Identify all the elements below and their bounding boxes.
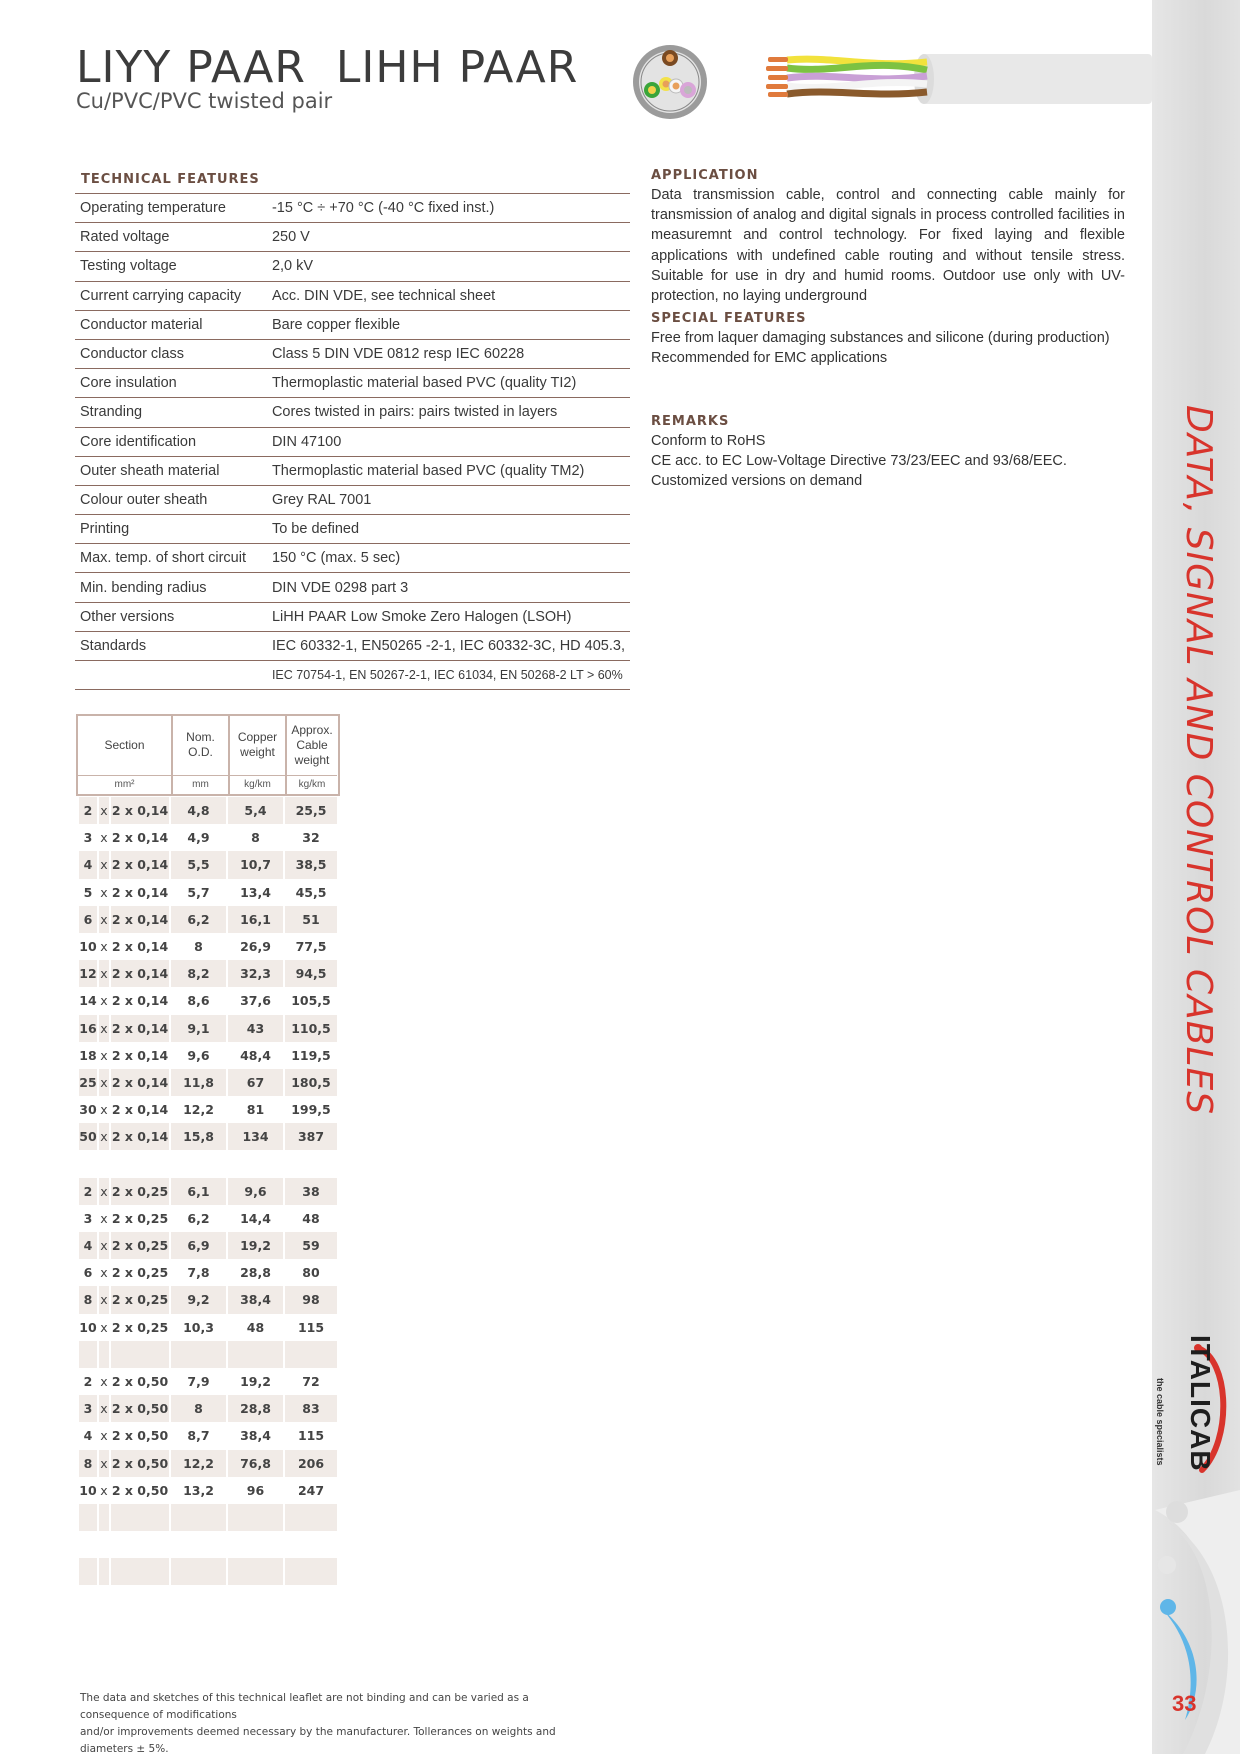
cell-times-sign: x xyxy=(99,1450,109,1477)
cell-pair-section: 2 x 0,14 xyxy=(111,1069,169,1096)
cell-times-sign: x xyxy=(99,1123,109,1150)
table-row xyxy=(79,1096,337,1123)
table-row xyxy=(79,1477,337,1504)
cell-pair-section: 2 x 0,50 xyxy=(111,1395,169,1422)
feature-label: Outer sheath material xyxy=(75,456,267,485)
cell-pairs-count: 4 xyxy=(79,1232,97,1259)
cell-cable-weight: 72 xyxy=(285,1368,337,1395)
cable-cross-section-icon xyxy=(630,42,710,122)
header-nom-od-label: Nom. O.D. xyxy=(186,730,215,759)
cell-pair-section: 2 x 0,25 xyxy=(111,1286,169,1313)
table-row xyxy=(79,1042,337,1069)
cell-times-sign: x xyxy=(99,1314,109,1341)
cell-copper-weight: 32,3 xyxy=(228,960,283,987)
table-row xyxy=(79,960,337,987)
logo-tagline: the cable specialists xyxy=(1155,1378,1165,1466)
cell-nom-od: 7,9 xyxy=(171,1368,226,1395)
cell-copper-weight: 48,4 xyxy=(228,1042,283,1069)
cell-cable-weight: 45,5 xyxy=(285,879,337,906)
cell-pair-section: 2 x 0,14 xyxy=(111,987,169,1014)
feature-row xyxy=(75,339,630,368)
cell-nom-od: 4,9 xyxy=(171,824,226,851)
cell-cable-weight: 387 xyxy=(285,1123,337,1150)
remarks-section xyxy=(651,414,1125,492)
header-cable-label: Approx. Cable weight xyxy=(291,723,333,767)
cell-pairs-count xyxy=(79,1558,97,1585)
application-text: Data transmission cable, control and connecting cable mainly for transmission of analog and digital signals in process controlled facilities in measuremnt and control technology. For fixed laying and flexible applications with undefined cable routing and without tensile stress. Suitable for use in dry and humid rooms. Outdoor use only with UV-protection, no laying underground xyxy=(651,187,1125,305)
cell-nom-od: 10,3 xyxy=(171,1314,226,1341)
feature-value: Thermoplastic material based PVC (quality TI2) xyxy=(267,369,630,398)
table-row xyxy=(79,1558,337,1585)
cell-pairs-count xyxy=(79,1341,97,1368)
cell-cable-weight: 59 xyxy=(285,1232,337,1259)
product-subtitle: Cu/PVC/PVC twisted pair xyxy=(76,89,333,113)
cell-pair-section: 2 x 0,50 xyxy=(111,1422,169,1449)
cell-nom-od: 5,5 xyxy=(171,851,226,878)
cell-cable-weight xyxy=(285,1558,337,1585)
feature-row xyxy=(75,573,630,602)
cell-times-sign: x xyxy=(99,1178,109,1205)
cell-nom-od: 6,2 xyxy=(171,906,226,933)
cell-cable-weight xyxy=(285,1341,337,1368)
table-row xyxy=(79,1422,337,1449)
cell-times-sign xyxy=(99,1531,109,1558)
cell-nom-od: 8 xyxy=(171,933,226,960)
cell-cable-weight xyxy=(285,1531,337,1558)
logo-wordmark: ITALICAB xyxy=(1185,1335,1216,1472)
cell-cable-weight: 94,5 xyxy=(285,960,337,987)
feature-label: Standards xyxy=(75,631,267,660)
header-copper-label: Copper weight xyxy=(237,730,278,759)
technical-features-table xyxy=(75,193,630,690)
cell-nom-od: 9,6 xyxy=(171,1042,226,1069)
table-row xyxy=(79,1368,337,1395)
technical-features-heading: TECHNICAL FEATURES xyxy=(81,172,260,187)
remarks-heading: REMARKS xyxy=(651,414,730,429)
feature-value: -15 °C ÷ +70 °C (-40 °C fixed inst.) xyxy=(267,194,630,223)
cell-pairs-count: 8 xyxy=(79,1450,97,1477)
cell-nom-od: 7,8 xyxy=(171,1259,226,1286)
table-row xyxy=(79,824,337,851)
feature-value: Cores twisted in pairs: pairs twisted in layers xyxy=(267,398,630,427)
feature-value: Bare copper flexible xyxy=(267,310,630,339)
cell-copper-weight: 28,8 xyxy=(228,1259,283,1286)
feature-label: Conductor material xyxy=(75,310,267,339)
feature-value: 150 °C (max. 5 sec) xyxy=(267,544,630,573)
remark-line: CE acc. to EC Low-Voltage Directive 73/23/EEC and 93/68/EEC. xyxy=(651,453,1067,470)
feature-value: DIN 47100 xyxy=(267,427,630,456)
cell-times-sign xyxy=(99,1558,109,1585)
table-row xyxy=(79,879,337,906)
table-row xyxy=(79,987,337,1014)
header-cable-weight xyxy=(287,716,337,794)
feature-label: Operating temperature xyxy=(75,194,267,223)
cell-pairs-count: 25 xyxy=(79,1069,97,1096)
header-nom-od-unit: mm xyxy=(192,779,209,790)
cell-nom-od: 12,2 xyxy=(171,1450,226,1477)
table-row xyxy=(79,1232,337,1259)
table-row xyxy=(79,1123,337,1150)
cell-cable-weight: 119,5 xyxy=(285,1042,337,1069)
cell-times-sign xyxy=(99,1341,109,1368)
cell-times-sign: x xyxy=(99,879,109,906)
cell-times-sign: x xyxy=(99,987,109,1014)
cell-copper-weight: 28,8 xyxy=(228,1395,283,1422)
special-feature-line: Free from laquer damaging substances and silicone (during production) xyxy=(651,330,1110,346)
feature-value: DIN VDE 0298 part 3 xyxy=(267,573,630,602)
feature-label xyxy=(75,661,267,690)
remark-line: Conform to RoHS xyxy=(651,433,766,449)
cell-pair-section: 2 x 0,14 xyxy=(111,879,169,906)
table-row xyxy=(79,1286,337,1313)
cell-copper-weight: 43 xyxy=(228,1015,283,1042)
page-number: 33 xyxy=(1172,1691,1197,1716)
cell-nom-od xyxy=(171,1531,226,1558)
table-row xyxy=(79,1015,337,1042)
cell-times-sign: x xyxy=(99,1286,109,1313)
cell-times-sign: x xyxy=(99,960,109,987)
feature-label: Conductor class xyxy=(75,339,267,368)
cell-pairs-count: 50 xyxy=(79,1123,97,1150)
cell-nom-od xyxy=(171,1504,226,1531)
remark-line: Customized versions on demand xyxy=(651,473,863,490)
feature-value: Class 5 DIN VDE 0812 resp IEC 60228 xyxy=(267,339,630,368)
cell-pairs-count: 5 xyxy=(79,879,97,906)
feature-label: Stranding xyxy=(75,398,267,427)
header-copper-weight xyxy=(230,716,287,794)
cell-pairs-count: 4 xyxy=(79,1422,97,1449)
cell-cable-weight xyxy=(285,1150,337,1177)
cell-copper-weight xyxy=(228,1341,283,1368)
cell-copper-weight: 67 xyxy=(228,1069,283,1096)
cell-nom-od: 5,7 xyxy=(171,879,226,906)
cell-nom-od: 15,8 xyxy=(171,1123,226,1150)
cell-cable-weight: 247 xyxy=(285,1477,337,1504)
header-section xyxy=(78,716,173,794)
cell-nom-od: 6,1 xyxy=(171,1178,226,1205)
cell-times-sign: x xyxy=(99,1096,109,1123)
feature-label: Core insulation xyxy=(75,369,267,398)
feature-value: Grey RAL 7001 xyxy=(267,485,630,514)
feature-label: Core identification xyxy=(75,427,267,456)
cell-times-sign: x xyxy=(99,1477,109,1504)
table-row xyxy=(79,1341,337,1368)
cell-cable-weight: 32 xyxy=(285,824,337,851)
cell-cable-weight: 48 xyxy=(285,1205,337,1232)
feature-row xyxy=(75,310,630,339)
cell-pair-section: 2 x 0,14 xyxy=(111,933,169,960)
feature-label: Other versions xyxy=(75,602,267,631)
feature-row xyxy=(75,602,630,631)
cell-copper-weight: 38,4 xyxy=(228,1286,283,1313)
feature-label: Rated voltage xyxy=(75,223,267,252)
cell-pair-section: 2 x 0,14 xyxy=(111,824,169,851)
cell-times-sign: x xyxy=(99,1232,109,1259)
feature-row xyxy=(75,369,630,398)
table-row xyxy=(79,1314,337,1341)
cell-pairs-count: 3 xyxy=(79,1205,97,1232)
cell-pairs-count: 3 xyxy=(79,1395,97,1422)
cell-pair-section xyxy=(111,1150,169,1177)
feature-row xyxy=(75,252,630,281)
table-row xyxy=(79,933,337,960)
header-section-unit: mm² xyxy=(114,779,135,790)
application-heading: APPLICATION xyxy=(651,168,759,183)
cell-pairs-count xyxy=(79,1531,97,1558)
table-row xyxy=(79,1205,337,1232)
cell-times-sign: x xyxy=(99,1069,109,1096)
twisted-pair-cable-illustration xyxy=(762,48,1152,110)
cell-cable-weight: 105,5 xyxy=(285,987,337,1014)
header-copper-unit: kg/km xyxy=(244,779,271,790)
cell-times-sign: x xyxy=(99,1259,109,1286)
cell-nom-od: 6,9 xyxy=(171,1232,226,1259)
cell-pair-section: 2 x 0,25 xyxy=(111,1205,169,1232)
sections-table-header xyxy=(76,714,340,796)
feature-row xyxy=(75,661,630,690)
application-section xyxy=(651,168,1125,306)
cell-copper-weight: 19,2 xyxy=(228,1232,283,1259)
feature-value: Thermoplastic material based PVC (quality TM2) xyxy=(267,456,630,485)
cell-times-sign: x xyxy=(99,1205,109,1232)
cell-pairs-count: 2 xyxy=(79,797,97,824)
cell-nom-od: 9,1 xyxy=(171,1015,226,1042)
feature-row xyxy=(75,515,630,544)
table-row xyxy=(79,1259,337,1286)
cell-cable-weight: 80 xyxy=(285,1259,337,1286)
table-row xyxy=(79,1150,337,1177)
special-features-heading: SPECIAL FEATURES xyxy=(651,311,807,326)
cell-pairs-count: 10 xyxy=(79,1314,97,1341)
cell-cable-weight: 180,5 xyxy=(285,1069,337,1096)
header-nom-od xyxy=(173,716,230,794)
cell-times-sign xyxy=(99,1504,109,1531)
cell-copper-weight xyxy=(228,1558,283,1585)
cell-nom-od: 8 xyxy=(171,1395,226,1422)
cell-pair-section: 2 x 0,25 xyxy=(111,1259,169,1286)
cell-pair-section: 2 x 0,50 xyxy=(111,1368,169,1395)
cell-copper-weight: 48 xyxy=(228,1314,283,1341)
cell-cable-weight: 25,5 xyxy=(285,797,337,824)
cell-times-sign: x xyxy=(99,1422,109,1449)
cell-pair-section xyxy=(111,1504,169,1531)
cell-copper-weight xyxy=(228,1531,283,1558)
cell-cable-weight: 206 xyxy=(285,1450,337,1477)
cell-pair-section xyxy=(111,1531,169,1558)
cell-nom-od: 12,2 xyxy=(171,1096,226,1123)
cell-pairs-count: 3 xyxy=(79,824,97,851)
cell-copper-weight: 16,1 xyxy=(228,906,283,933)
cell-nom-od: 8,6 xyxy=(171,987,226,1014)
cell-pair-section: 2 x 0,14 xyxy=(111,1042,169,1069)
feature-label: Printing xyxy=(75,515,267,544)
cell-cable-weight: 199,5 xyxy=(285,1096,337,1123)
cell-copper-weight: 37,6 xyxy=(228,987,283,1014)
cell-pair-section xyxy=(111,1558,169,1585)
table-row xyxy=(79,1395,337,1422)
cell-cable-weight: 115 xyxy=(285,1422,337,1449)
feature-label: Max. temp. of short circuit xyxy=(75,544,267,573)
cell-copper-weight: 14,4 xyxy=(228,1205,283,1232)
cell-times-sign: x xyxy=(99,851,109,878)
feature-label: Current carrying capacity xyxy=(75,281,267,310)
cell-pair-section: 2 x 0,14 xyxy=(111,1096,169,1123)
cell-nom-od: 6,2 xyxy=(171,1205,226,1232)
special-feature-line: Recommended for EMC applications xyxy=(651,350,888,367)
cell-pairs-count xyxy=(79,1150,97,1177)
cell-copper-weight: 5,4 xyxy=(228,797,283,824)
cell-nom-od: 4,8 xyxy=(171,797,226,824)
cell-copper-weight: 76,8 xyxy=(228,1450,283,1477)
feature-value: 2,0 kV xyxy=(267,252,630,281)
cell-times-sign: x xyxy=(99,1015,109,1042)
cell-pair-section: 2 x 0,14 xyxy=(111,960,169,987)
cell-copper-weight xyxy=(228,1150,283,1177)
cell-times-sign: x xyxy=(99,797,109,824)
cell-cable-weight: 83 xyxy=(285,1395,337,1422)
feature-row xyxy=(75,281,630,310)
cell-pair-section: 2 x 0,14 xyxy=(111,906,169,933)
cell-times-sign: x xyxy=(99,1042,109,1069)
cell-cable-weight: 51 xyxy=(285,906,337,933)
special-features-section xyxy=(651,311,1125,368)
cell-pair-section: 2 x 0,50 xyxy=(111,1477,169,1504)
feature-row xyxy=(75,544,630,573)
disclaimer-footnote xyxy=(80,1690,600,1758)
sections-table xyxy=(77,797,339,1585)
cell-cable-weight xyxy=(285,1504,337,1531)
cell-pair-section: 2 x 0,14 xyxy=(111,1015,169,1042)
feature-row xyxy=(75,398,630,427)
header-cable-unit: kg/km xyxy=(298,779,326,790)
cell-times-sign: x xyxy=(99,933,109,960)
table-row xyxy=(79,797,337,824)
cell-pair-section: 2 x 0,14 xyxy=(111,797,169,824)
cell-cable-weight: 38 xyxy=(285,1178,337,1205)
cell-pair-section: 2 x 0,25 xyxy=(111,1232,169,1259)
feature-row xyxy=(75,485,630,514)
cell-times-sign: x xyxy=(99,1395,109,1422)
cell-copper-weight: 26,9 xyxy=(228,933,283,960)
table-row xyxy=(79,906,337,933)
cell-cable-weight: 98 xyxy=(285,1286,337,1313)
cell-pair-section: 2 x 0,14 xyxy=(111,1123,169,1150)
feature-value: Acc. DIN VDE, see technical sheet xyxy=(267,281,630,310)
cell-pairs-count: 10 xyxy=(79,1477,97,1504)
feature-row xyxy=(75,223,630,252)
cell-pairs-count: 6 xyxy=(79,1259,97,1286)
cell-times-sign xyxy=(99,1150,109,1177)
cell-pairs-count: 4 xyxy=(79,851,97,878)
cell-nom-od: 8,2 xyxy=(171,960,226,987)
cell-pairs-count: 2 xyxy=(79,1368,97,1395)
feature-row xyxy=(75,427,630,456)
header-section-label: Section xyxy=(104,738,145,752)
cell-nom-od: 13,2 xyxy=(171,1477,226,1504)
cell-pairs-count: 10 xyxy=(79,933,97,960)
footnote-line: and/or improvements deemed necessary by the manufacturer. Tollerances on weights and diameters ± 5%. xyxy=(80,1726,556,1755)
feature-value: IEC 60332-1, EN50265 -2-1, IEC 60332-3C, HD 405.3, xyxy=(267,631,630,660)
cell-copper-weight: 96 xyxy=(228,1477,283,1504)
cell-times-sign: x xyxy=(99,906,109,933)
cell-pairs-count: 6 xyxy=(79,906,97,933)
cell-pair-section: 2 x 0,14 xyxy=(111,851,169,878)
cell-copper-weight xyxy=(228,1504,283,1531)
cell-nom-od: 8,7 xyxy=(171,1422,226,1449)
feature-label: Testing voltage xyxy=(75,252,267,281)
table-row xyxy=(79,1069,337,1096)
feature-value: IEC 70754-1, EN 50267-2-1, IEC 61034, EN 50268-2 LT > 60% xyxy=(267,661,630,690)
cell-pair-section: 2 x 0,25 xyxy=(111,1314,169,1341)
feature-value: 250 V xyxy=(267,223,630,252)
cell-copper-weight: 9,6 xyxy=(228,1178,283,1205)
footnote-line: The data and sketches of this technical leaflet are not binding and can be varied as a consequence of modifications xyxy=(80,1692,529,1721)
product-title: LIYY PAAR LIHH PAAR xyxy=(76,42,579,93)
feature-value: LiHH PAAR Low Smoke Zero Halogen (LSOH) xyxy=(267,602,630,631)
feature-row xyxy=(75,631,630,660)
cell-pairs-count: 18 xyxy=(79,1042,97,1069)
cell-pair-section xyxy=(111,1341,169,1368)
table-row xyxy=(79,1450,337,1477)
feature-label: Colour outer sheath xyxy=(75,485,267,514)
cell-cable-weight: 110,5 xyxy=(285,1015,337,1042)
cell-pairs-count: 12 xyxy=(79,960,97,987)
cell-nom-od xyxy=(171,1150,226,1177)
cell-nom-od: 11,8 xyxy=(171,1069,226,1096)
cell-pairs-count: 8 xyxy=(79,1286,97,1313)
cell-times-sign: x xyxy=(99,1368,109,1395)
cell-pairs-count: 30 xyxy=(79,1096,97,1123)
cell-cable-weight: 77,5 xyxy=(285,933,337,960)
cell-pair-section: 2 x 0,25 xyxy=(111,1178,169,1205)
table-row xyxy=(79,851,337,878)
cell-nom-od: 9,2 xyxy=(171,1286,226,1313)
cell-nom-od xyxy=(171,1341,226,1368)
cell-copper-weight: 8 xyxy=(228,824,283,851)
cell-copper-weight: 134 xyxy=(228,1123,283,1150)
cell-copper-weight: 13,4 xyxy=(228,879,283,906)
feature-label: Min. bending radius xyxy=(75,573,267,602)
cell-pairs-count: 14 xyxy=(79,987,97,1014)
cell-copper-weight: 19,2 xyxy=(228,1368,283,1395)
cell-nom-od xyxy=(171,1558,226,1585)
cell-cable-weight: 38,5 xyxy=(285,851,337,878)
cell-copper-weight: 38,4 xyxy=(228,1422,283,1449)
cell-pairs-count: 2 xyxy=(79,1178,97,1205)
feature-row xyxy=(75,456,630,485)
feature-value: To be defined xyxy=(267,515,630,544)
table-row xyxy=(79,1531,337,1558)
cell-pair-section: 2 x 0,50 xyxy=(111,1450,169,1477)
table-row xyxy=(79,1178,337,1205)
cell-times-sign: x xyxy=(99,824,109,851)
feature-row xyxy=(75,194,630,223)
table-row xyxy=(79,1504,337,1531)
cell-copper-weight: 81 xyxy=(228,1096,283,1123)
category-vertical-title: DATA, SIGNAL AND CONTROL CABLES xyxy=(1178,405,1219,1116)
cell-copper-weight: 10,7 xyxy=(228,851,283,878)
cell-cable-weight: 115 xyxy=(285,1314,337,1341)
cell-pairs-count xyxy=(79,1504,97,1531)
cell-pairs-count: 16 xyxy=(79,1015,97,1042)
